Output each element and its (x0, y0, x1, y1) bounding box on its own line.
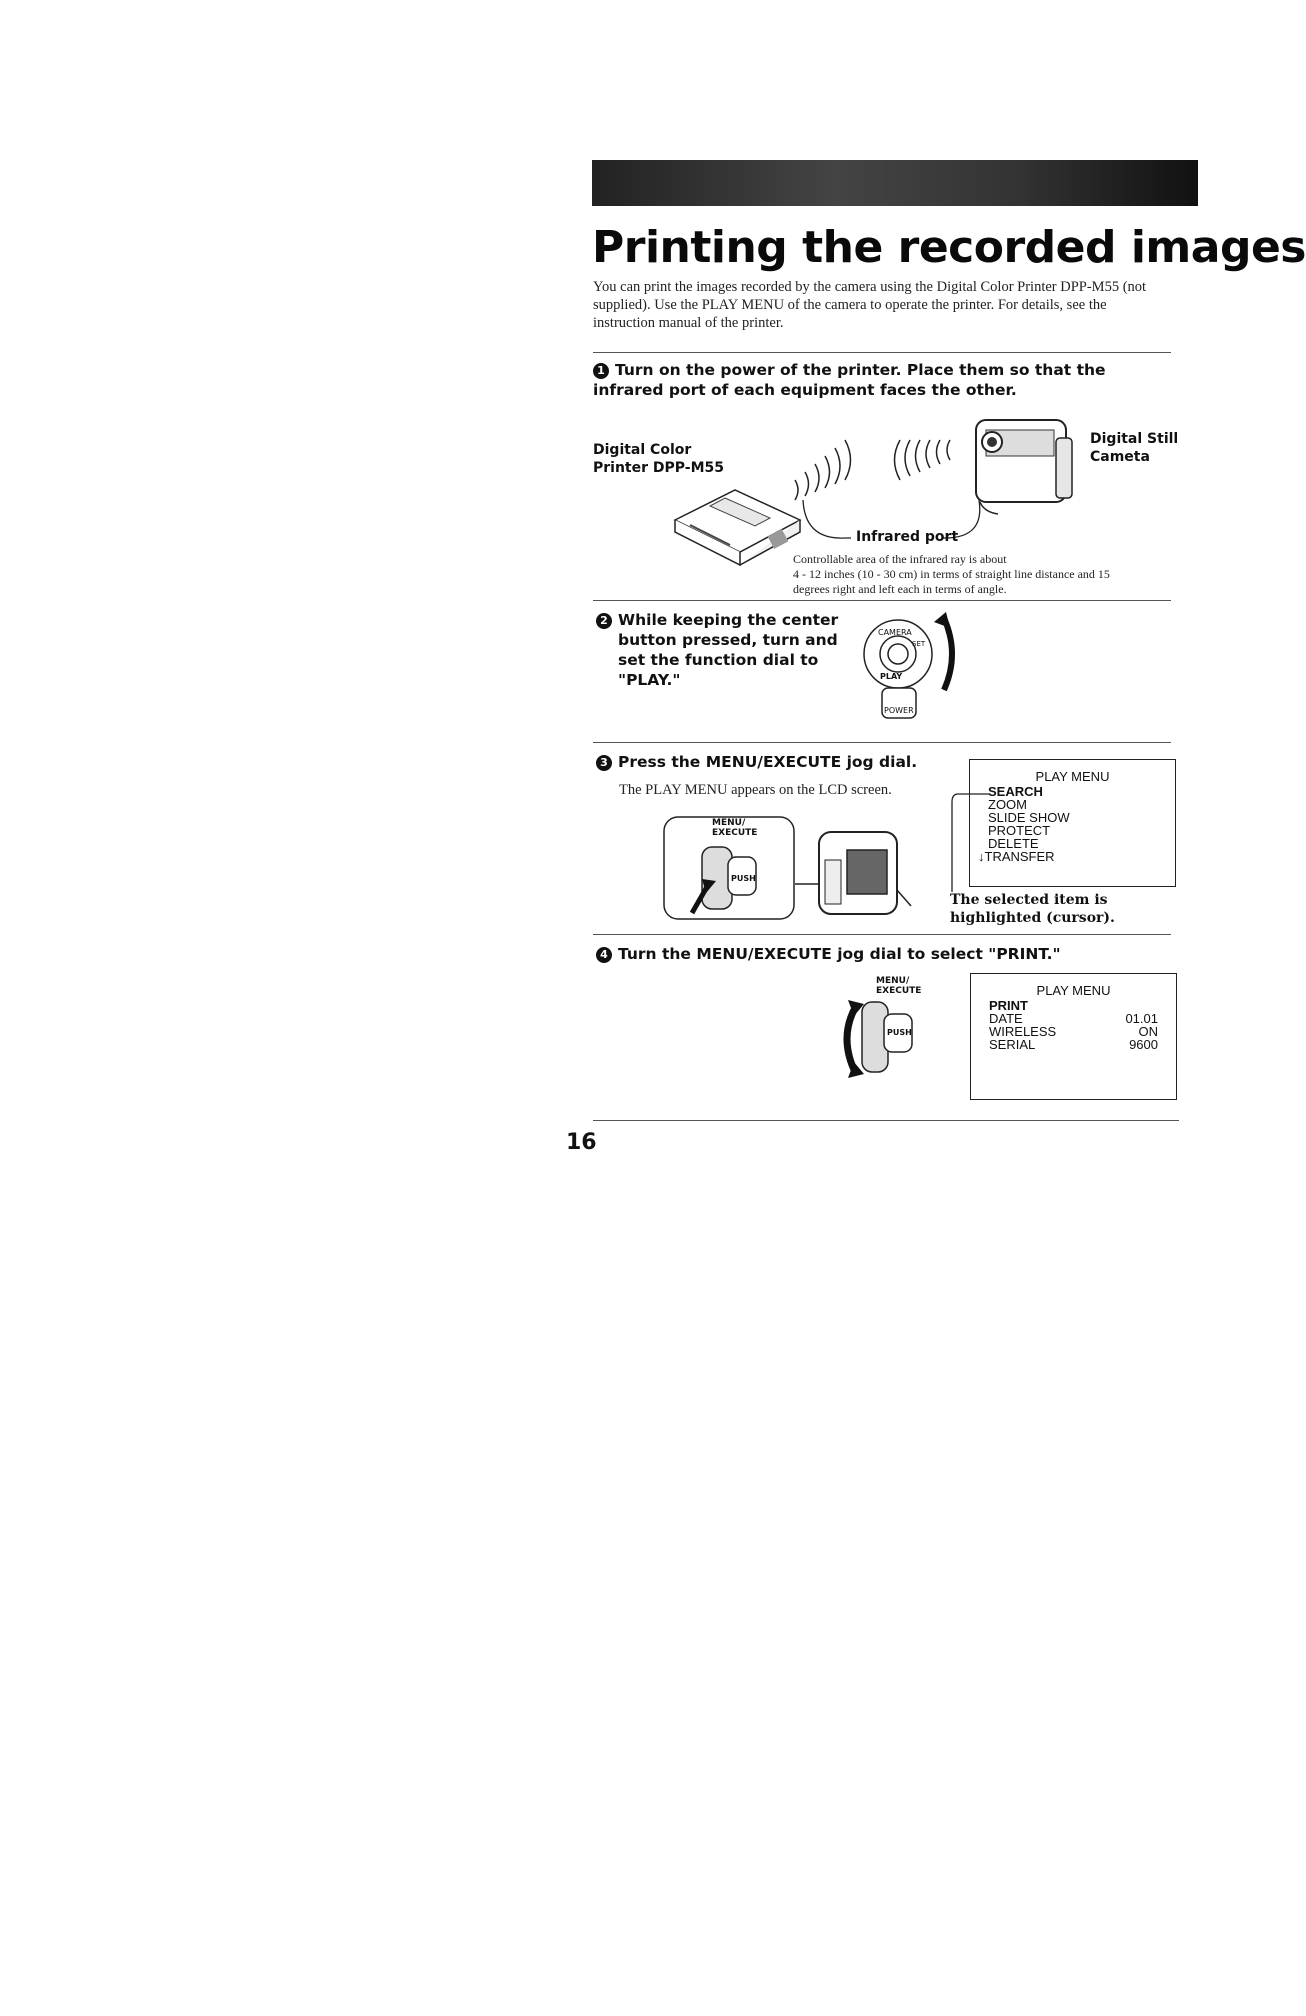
divider (593, 352, 1171, 353)
step-4-text: Turn the MENU/EXECUTE jog dial to select "PRINT." (618, 945, 1061, 963)
step-1-text: Turn on the power of the printer. Place them so that the infrared port of each equipment faces the other. (593, 361, 1106, 399)
step-number-3: 3 (596, 755, 612, 771)
printer-label-line2: Printer DPP-M55 (593, 460, 725, 476)
divider (593, 600, 1171, 601)
menu-item-protect: PROTECT (988, 823, 1051, 838)
play-menu-title: PLAY MENU (1035, 769, 1110, 784)
infrared-waves (790, 430, 990, 510)
step-2-line2: button pressed, turn and (618, 631, 838, 649)
camera-label (1090, 430, 1178, 466)
printer-label-line1: Digital Color (593, 442, 692, 458)
menu-item-transfer: ↓TRANSFER (978, 849, 1055, 864)
camera-back-illustration (795, 820, 915, 920)
dial-power-label: POWER (884, 706, 914, 715)
page-title: Printing the recorded images (592, 222, 1306, 273)
header-bar (592, 160, 1198, 206)
cursor-caption (950, 891, 1115, 927)
cursor-leader-line (948, 792, 998, 896)
menu-row-value: 9600 (1129, 1037, 1158, 1052)
step-1-heading (593, 360, 1163, 400)
jog-dial-turn-illustration (836, 998, 926, 1080)
menu-row-label: WIRELESS (989, 1024, 1057, 1039)
menu-item-slide-show: SLIDE SHOW (988, 810, 1070, 825)
push-label: PUSH (731, 874, 756, 883)
step-2-heading (596, 610, 856, 690)
play-menu-screen-1 (969, 759, 1176, 887)
function-dial-illustration (860, 608, 980, 728)
step-3-subtext: The PLAY MENU appears on the LCD screen. (619, 782, 892, 798)
menu-execute-label-line2: EXECUTE (712, 828, 758, 838)
step-number-4: 4 (596, 947, 612, 963)
cursor-caption-line1: The selected item is (950, 892, 1108, 908)
note-line3: degrees right and left each in terms of angle. (793, 582, 1007, 596)
divider (593, 934, 1171, 935)
camera-label-line1: Digital Still (1090, 431, 1179, 447)
divider (593, 742, 1171, 743)
menu-row-label: DATE (989, 1011, 1023, 1026)
intro-paragraph: You can print the images recorded by the camera using the Digital Color Printer DPP-M55 (not supplied). Use the PLAY MENU of the camera to operate the printer. For details, see the instruction manual of the printer. (593, 279, 1147, 331)
cursor-caption-line2: highlighted (cursor). (950, 910, 1115, 926)
menu-row-label: SERIAL (989, 1037, 1036, 1052)
menu-row-serial (971, 1038, 1176, 1051)
play-menu-screen-2 (970, 973, 1177, 1100)
note-line2: 4 - 12 inches (10 - 30 cm) in terms of straight line distance and 15 (793, 567, 1110, 581)
infrared-note (793, 552, 1173, 597)
menu-item-zoom: ZOOM (988, 797, 1027, 812)
menu-execute-label-line2: EXECUTE (876, 986, 922, 996)
note-line1: Controllable area of the infrared ray is about (793, 552, 1007, 566)
menu-row-value: ON (1138, 1024, 1158, 1039)
page-number: 16 (566, 1130, 597, 1155)
menu-item-delete: DELETE (988, 836, 1039, 851)
step-2-line1: While keeping the center (618, 611, 839, 629)
step-number-1: 1 (593, 363, 609, 379)
push-label: PUSH (887, 1028, 912, 1037)
dial-camera-label: CAMERA (878, 628, 912, 637)
menu-item-search: SEARCH (988, 784, 1043, 799)
dial-set-label: SET (912, 640, 926, 648)
step-3-text: Press the MENU/EXECUTE jog dial. (618, 753, 918, 771)
menu-execute-label (712, 818, 757, 838)
menu-execute-label-line1: MENU/ (876, 976, 910, 986)
step-3-heading (596, 752, 976, 772)
menu-row-label: PRINT (989, 998, 1028, 1013)
infrared-port-label: Infrared port (856, 529, 959, 545)
step-2-line4: "PLAY." (618, 671, 681, 689)
dial-play-label: PLAY (880, 672, 903, 681)
step-2-line3: set the function dial to (618, 651, 819, 669)
menu-execute-label (876, 976, 921, 996)
printer-illustration (670, 470, 810, 580)
step-4-heading (596, 944, 1156, 964)
footer-divider (593, 1120, 1179, 1121)
play-menu-title: PLAY MENU (1036, 983, 1111, 998)
step-number-2: 2 (596, 613, 612, 629)
menu-row-value: 01.01 (1125, 1011, 1158, 1026)
menu-execute-label-line1: MENU/ (712, 818, 746, 828)
camera-label-line2: Cameta (1090, 449, 1150, 465)
